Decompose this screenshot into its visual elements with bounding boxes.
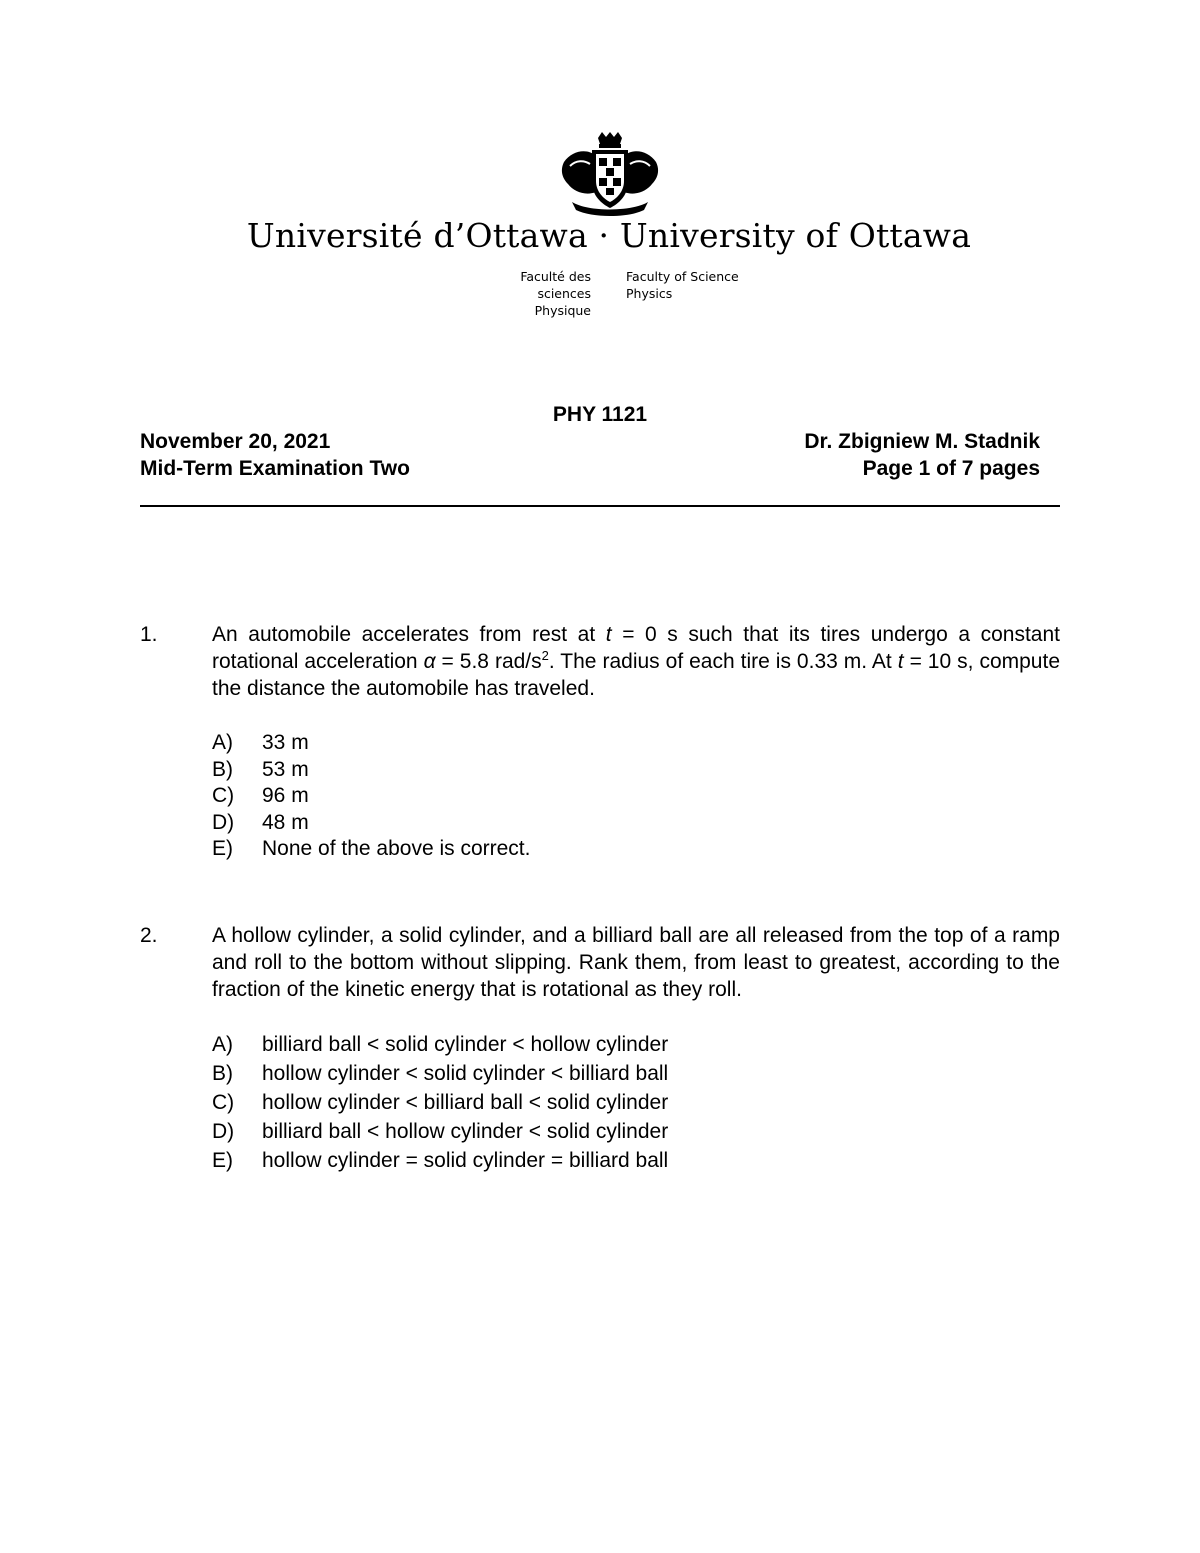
answer-choice[interactable]	[212, 1089, 1060, 1118]
question-1	[140, 621, 1060, 862]
variable-alpha: α	[423, 650, 436, 673]
choice-letter: B)	[212, 757, 233, 781]
question-text: A hollow cylinder, a solid cylinder, and a billiard ball are all released from the top of a ramp and roll to the bottom without slipping. Rank them, from least to greatest, according to the fraction of the kinetic energy that is rotational as they roll.	[212, 924, 1060, 1001]
choice-text: billiard ball < solid cylinder < hollow cylinder	[262, 1033, 669, 1056]
choice-text: 53 m	[262, 757, 309, 781]
answer-choices	[212, 1031, 1060, 1176]
question-text-part: . The radius of each tire is 0.33 m. At	[548, 650, 898, 673]
answer-choice[interactable]	[212, 1147, 1060, 1176]
answer-choice[interactable]	[212, 835, 1060, 862]
question-2	[140, 922, 1060, 1176]
question-number: 1.	[140, 623, 158, 646]
exponent: 2	[541, 648, 549, 663]
choice-text: 48 m	[262, 810, 309, 834]
choice-letter: A)	[212, 731, 233, 754]
choice-letter: D)	[212, 810, 235, 834]
page-indicator: Page 1 of 7 pages	[862, 457, 1040, 480]
exam-date: November 20, 2021	[140, 430, 331, 453]
department-fr-label: Physique	[534, 303, 591, 318]
answer-choice[interactable]	[212, 1060, 1060, 1089]
answer-choice[interactable]	[212, 729, 1060, 756]
choice-letter: C)	[212, 784, 235, 807]
question-text-part: An automobile accelerates from rest at	[212, 623, 606, 646]
instructor-name: Dr. Zbigniew M. Stadnik	[804, 430, 1040, 453]
variable-t: t	[605, 623, 612, 646]
choice-text: billiard ball < hollow cylinder < solid cylinder	[262, 1120, 669, 1143]
choice-letter: D)	[212, 1120, 235, 1143]
choice-letter: B)	[212, 1062, 233, 1085]
faculty-fr-label: Faculté des sciences	[520, 269, 591, 301]
answer-choice[interactable]	[212, 1118, 1060, 1147]
question-text-part: = 0 s such that its tires undergo a constant rotational acceleration	[212, 623, 1060, 673]
faculty-en-label: Faculty of Science	[626, 269, 739, 284]
choice-text: hollow cylinder < solid cylinder < billiard ball	[262, 1062, 669, 1085]
answer-choices	[212, 729, 1060, 862]
choice-text: 33 m	[262, 731, 309, 754]
choice-text: hollow cylinder = solid cylinder = billiard ball	[262, 1149, 669, 1172]
choice-text: None of the above is correct.	[262, 837, 531, 860]
university-name: Université d’Ottawa · University of Ottawa	[246, 216, 972, 255]
question-text-part: = 5.8 rad/s	[435, 650, 542, 673]
exam-title: Mid-Term Examination Two	[140, 457, 410, 480]
answer-choice[interactable]	[212, 809, 1060, 836]
choice-letter: E)	[212, 837, 233, 860]
faculty-french	[463, 268, 591, 319]
choice-letter: C)	[212, 1091, 235, 1114]
question-number: 2.	[140, 924, 158, 947]
department-en-label: Physics	[626, 286, 673, 301]
choice-letter: A)	[212, 1033, 233, 1056]
choice-text: hollow cylinder < billiard ball < solid cylinder	[262, 1091, 669, 1114]
answer-choice[interactable]	[212, 782, 1060, 809]
variable-t: t	[897, 650, 904, 673]
question-text-part: = 10 s, compute the distance the automobile has traveled.	[212, 650, 1060, 700]
choice-letter: E)	[212, 1149, 233, 1172]
faculty-english	[626, 268, 786, 302]
question-text	[212, 621, 1060, 702]
header-divider	[140, 505, 1060, 507]
course-code: PHY 1121	[552, 403, 648, 426]
university-crest-icon	[558, 132, 662, 216]
answer-choice[interactable]	[212, 756, 1060, 783]
choice-text: 96 m	[262, 784, 309, 807]
answer-choice[interactable]	[212, 1031, 1060, 1060]
